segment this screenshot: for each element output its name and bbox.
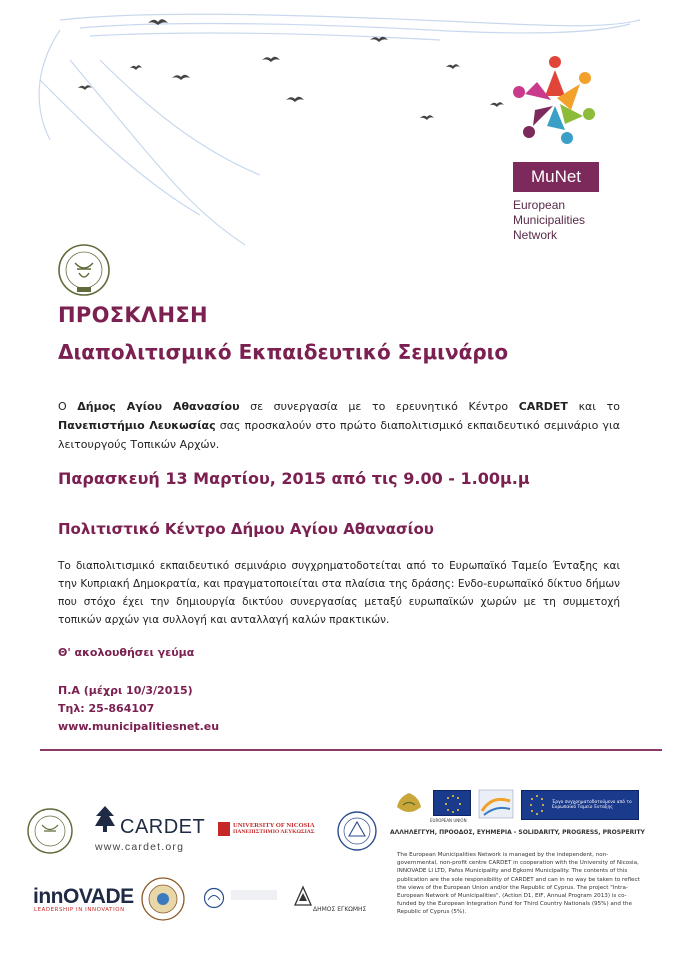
unic-emblem-icon xyxy=(218,822,230,836)
bird-icon xyxy=(130,65,142,70)
intro-text: Ο xyxy=(58,400,78,413)
munet-people-logo xyxy=(505,48,605,148)
bird-icon xyxy=(286,97,304,102)
meal-note: Θ' ακολουθήσει γεύμα xyxy=(58,646,195,659)
unic-name-en: UNIVERSITY OF NICOSIA xyxy=(233,822,315,829)
page-subtitle: Διαπολιτισμικό Εκπαιδευτικό Σεμινάριο xyxy=(58,340,509,364)
pafos-municipality-seal-logo xyxy=(336,810,378,852)
bird-icon xyxy=(262,57,280,62)
disclaimer-text: The European Municipalities Network is managed by the independent, non-governmental, non-profit centre CARDET in cooperation with the University of Nicosia, INNOVADE LI LTD, Pafos Municipality and Egkomi Municipality. The contents of this publication are the sole responsibility of CARDET and can in no way be taken to reflect the views of the European Union and/or the Republic of Cyprus. The project "Intra-European Network of Municipalities", (Action D1, EIF, Annual Program 2013) is co-funded by the European Integration Fund for Third Country Nationals (95%) and the Republic of Cyprus (5%). xyxy=(397,852,640,916)
munet-subtitle-line: Network xyxy=(513,228,558,242)
intro-text: σε συνεργασία με το ερευνητικό Κέντρο xyxy=(239,400,519,413)
cardet-url: www.cardet.org xyxy=(95,841,185,853)
solidarity-motto: ΑΛΛΗΛΕΓΓΥΗ, ΠΡΟΟΔΟΣ, ΕΥΗΜΕΡΙΑ - SOLIDARITY, PROGRESS, PROSPERITY xyxy=(390,829,645,836)
derynia-municipality-seal-logo xyxy=(140,876,186,922)
municipality-label-block xyxy=(231,890,277,900)
cardet-logo-icon xyxy=(92,804,118,834)
munet-subtitle xyxy=(513,198,633,243)
innovade-tagline: LEADERSHIP IN INNOVATION xyxy=(34,907,125,913)
innovade-logo-text: innOVADE xyxy=(33,885,134,908)
bird-icon xyxy=(490,102,504,107)
cyprus-coat-of-arms-icon xyxy=(394,791,424,817)
munet-logo-label: MuNet xyxy=(513,162,599,192)
cardet-logo-text: CARDET xyxy=(120,816,206,838)
bird-icon xyxy=(172,75,190,80)
intro-bold: Πανεπιστήμιο Λευκωσίας xyxy=(58,419,216,432)
intro-paragraph xyxy=(58,397,620,454)
eu-stars-icon xyxy=(522,791,552,819)
egkomi-label: ΔΗΜΟΣ ΕΓΚΩΜΗΣ xyxy=(313,906,367,913)
munet-subtitle-line: Municipalities xyxy=(513,213,586,227)
rsvp-line: Π.Α (μέχρι 10/3/2015) xyxy=(58,684,193,697)
university-of-nicosia-logo xyxy=(218,822,322,836)
intro-text: σας προσκαλούν στο πρώτο διαπολιτισμικό εκπαιδευτικό σεμινάριο για λειτουργούς Τοπικών Αρχών. xyxy=(58,419,621,451)
agios-athanasios-seal-logo xyxy=(26,807,74,855)
website-link[interactable]: www.municipalitiesnet.eu xyxy=(58,720,220,733)
intro-bold: Δήμος Αγίου Αθανασίου xyxy=(77,400,240,413)
egkomi-triangle-icon xyxy=(293,885,313,907)
fund-label: Έργο συγχρηματοδοτούμενο από το Ευρωπαϊκό Ταμείο Ένταξης xyxy=(552,799,632,810)
contact-block xyxy=(58,682,219,736)
eif-fund-banner xyxy=(521,790,639,820)
divider xyxy=(40,749,662,751)
solidarity-progress-logo xyxy=(478,789,514,819)
event-venue: Πολιτιστικό Κέντρο Δήμου Αγίου Αθανασίου xyxy=(58,520,434,538)
phone-line: Τηλ: 25-864107 xyxy=(58,702,155,715)
unic-name-gr: ΠΑΝΕΠΙΣΤΗΜΙΟ ΛΕΥΚΩΣΙΑΣ xyxy=(233,829,315,835)
bird-icon xyxy=(420,115,434,120)
eu-flag-icon xyxy=(433,790,471,816)
munet-subtitle-line: European xyxy=(513,198,566,212)
intro-bold: CARDET xyxy=(518,400,568,413)
eu-label: EUROPEAN UNION xyxy=(430,818,467,823)
funding-paragraph: Το διαπολιτισμικό εκπαιδευτικό σεμινάριο συγχρηματοδοτείται από το Ευρωπαϊκό Ταμείο Ένταξης και την Κυπριακή Δημοκρατία, και πραγματοποιείται στα πλαίσια της δράσης: Ενδο-ευρωπαϊκό δίκτυο δήμων που στόχο έχει την δημιουργία δικτύου συνεργασίας μεταξύ ευρωπαϊκών χωρών με τη συμμετοχή τοπικών αρχών για συλλογή και ανταλλαγή καλών πρακτικών. xyxy=(58,560,620,626)
bird-icon xyxy=(78,85,92,90)
agios-athanasios-seal-logo xyxy=(57,243,111,297)
intro-text: και το xyxy=(567,400,621,413)
event-date-time: Παρασκευή 13 Μαρτίου, 2015 από τις 9.00 - 1.00μ.μ xyxy=(58,469,530,488)
municipality-emblem-icon xyxy=(203,887,225,909)
bird-icon xyxy=(446,64,460,69)
page-title: ΠΡΟΣΚΛΗΣΗ xyxy=(58,303,208,327)
